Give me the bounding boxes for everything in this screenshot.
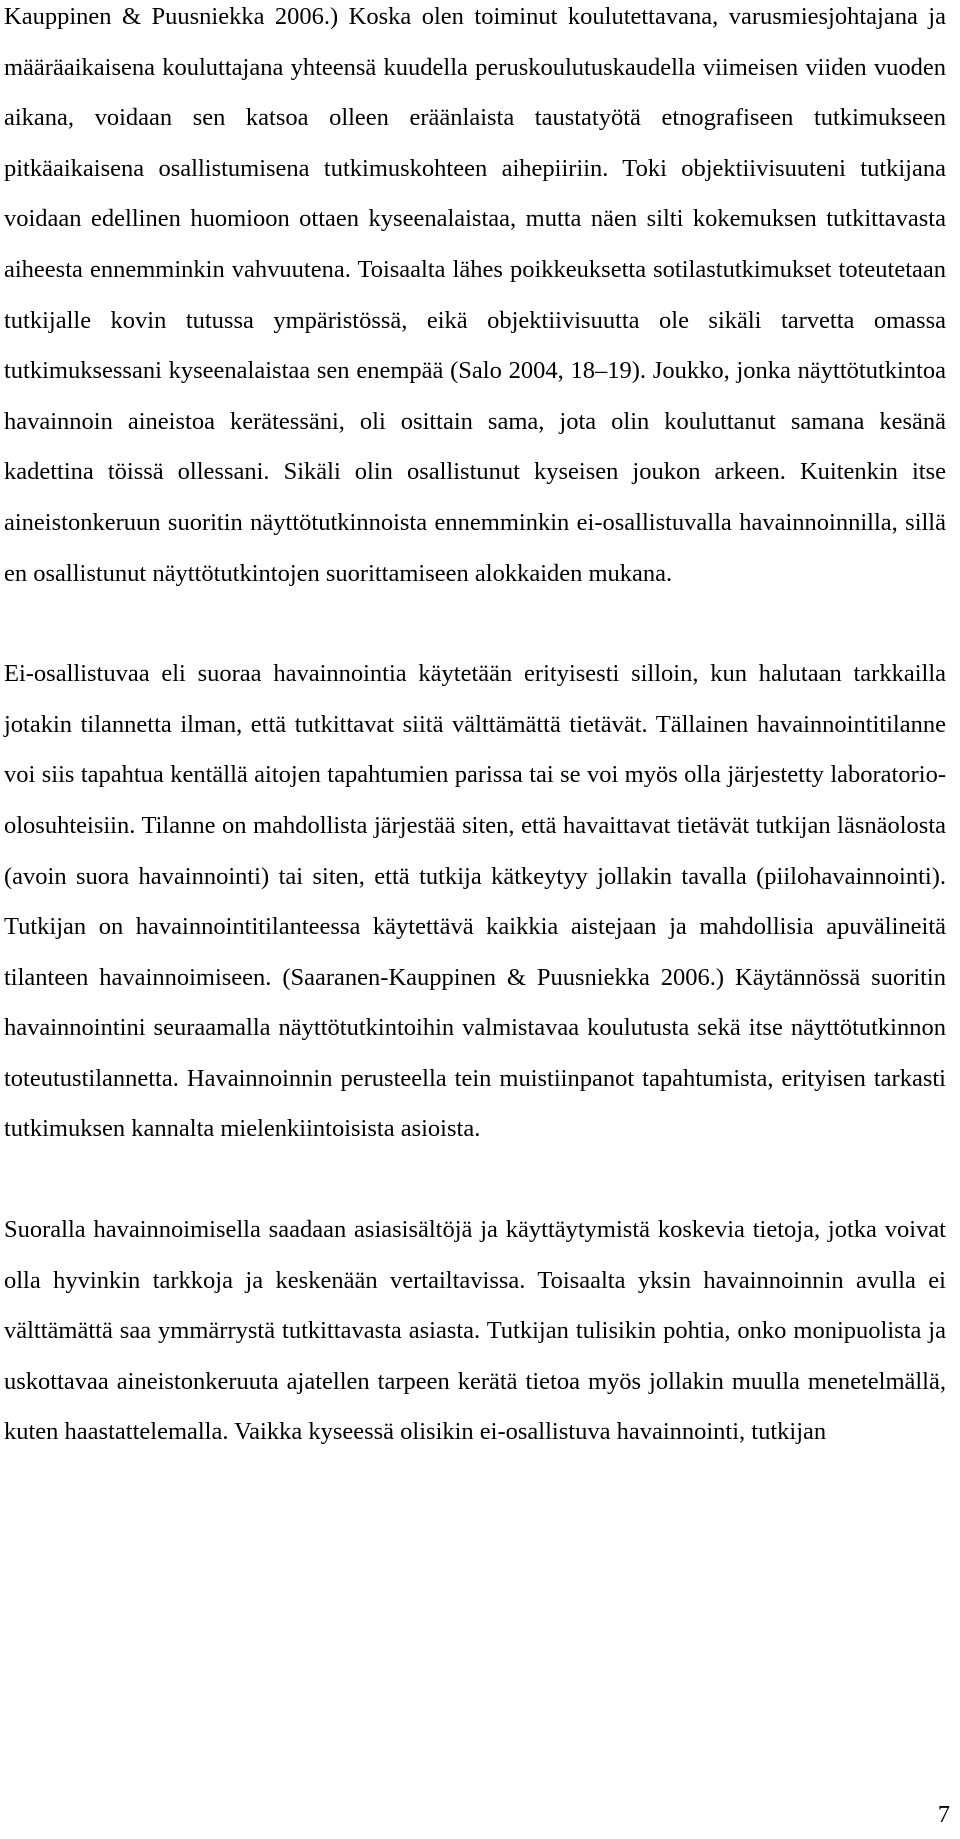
page-number: 7	[937, 1801, 950, 1828]
paragraph-observation-data: Suoralla havainnoimisella saadaan asiasisältöjä ja käyttäytymistä koskevia tietoja, jotka voivat olla hyvinkin tarkkoja ja keskenään vertailtavissa. Toisaalta yksin havainnoinnin avulla ei välttämättä saa ymmärrystä tutkittavasta asiasta. Tutkijan tulisikin pohtia, onko monipuolista ja uskottavaa aineistonkeruuta ajatellen tarpeen kerätä tietoa myös jollakin muulla menetelmällä, kuten haastattelemalla. Vaikka kyseessä olisikin ei-osallistuva havainnointi, tutkijan	[4, 1216, 946, 1446]
paragraph-direct-observation: Ei-osallistuvaa eli suoraa havainnointia käytetään erityisesti silloin, kun halutaan tarkkailla jotakin tilannetta ilman, että tutkittavat siitä välttämättä tietävät. Tällainen havainnointitilanne voi siis tapahtua kentällä aitojen tapahtumien parissa tai se voi myös olla järjestetty laboratorio-olosuhteisiin. Tilanne on mahdollista järjestää siten, että havaittavat tietävät tutkijan läsnäolosta (avoin suora havainnointi) tai siten, että tutkija kätkeytyy jollakin tavalla (piilohavainnointi). Tutkijan on havainnointitilanteessa käytettävä kaikkia aistejaan ja mahdollisia apuvälineitä tilanteen havainnoimiseen. (Saaranen-Kauppinen & Puusniekka 2006.) Käytännössä suoritin havainnointini seuraamalla näyttötutkintoihin valmistavaa koulutusta sekä itse näyttötutkinnon toteutustilannetta. Havainnoinnin perusteella tein muistiinpanot tapahtumista, erityisen tarkasti tutkimuksen kannalta mielenkiintoisista asioista.	[4, 660, 946, 1143]
paragraph-participation: Kauppinen & Puusniekka 2006.) Koska olen toiminut koulutettavana, varusmiesjohtajana ja määräaikaisena kouluttajana yhteensä kuudella peruskoulutuskaudella viimeisen viiden vuoden aikana, voidaan sen katsoa olleen eräänlaista taustatyötä etnografiseen tutkimukseen pitkäaikaisena osallistumisena tutkimuskohteen aihepiiriin. Toki objektiivisuuteni tutkijana voidaan edellinen huomioon ottaen kyseenalaistaa, mutta näen silti kokemuksen tutkittavasta aiheesta ennemminkin vahvuutena. Toisaalta lähes poikkeuksetta sotilastutkimukset toteutetaan tutkijalle kovin tutussa ympäristössä, eikä objektiivisuutta ole sikäli tarvetta omassa tutkimuksessani kyseenalaistaa sen enempää (Salo 2004, 18–19). Joukko, jonka näyttötutkintoa havainnoin aineistoa kerätessäni, oli osittain sama, jota olin kouluttanut samana kesänä kadettina töissä ollessani. Sikäli olin osallistunut kyseisen joukon arkeen. Kuitenkin itse aineistonkeruun suoritin näyttötutkinnoista ennemminkin ei-osallistuvalla havainnoinnilla, sillä en osallistunut näyttötutkintojen suorittamiseen alokkaiden mukana.	[4, 3, 946, 587]
